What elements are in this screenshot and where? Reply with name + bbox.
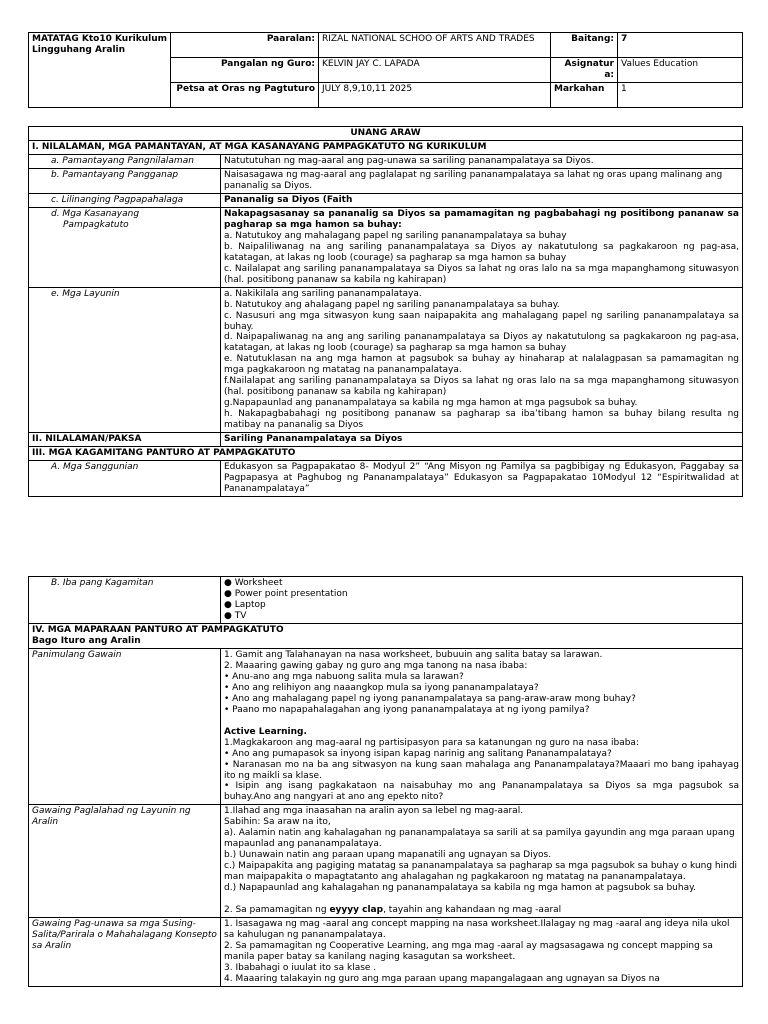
pagpapahalaga-value: Pananalig sa Diyos (Faith: [221, 193, 743, 207]
kagamitan-list: [221, 577, 743, 624]
panimula-content: [221, 648, 743, 805]
paaralan-value: RIZAL NATIONAL SCHOO OF ARTS AND TRADES: [319, 33, 551, 58]
layunin-item: g.Napapaunlad ang pananampalataya sa kabila ng mga hamon at mga pagsubok sa buhay.: [224, 398, 638, 409]
asignatura-label: Asignatur a:: [551, 58, 618, 83]
section-4-heading: [29, 623, 743, 648]
day-title: UNANG ARAW: [29, 127, 743, 141]
active-learning-title: Active Learning.: [224, 726, 307, 737]
layunin-item: e. Natutuklasan na ang mga hamon at pagsubok sa buhay ay hinaharap at nalalagpasan sa pamamagitan ng mga pagkakaroon ng matatag na pananampalataya.: [224, 354, 739, 376]
asignatura-value: Values Education: [618, 58, 743, 83]
panimula-label: Panimulang Gawain: [29, 648, 221, 805]
panimula-line: • Anu-ano ang mga nabuong salita mula sa larawan?: [224, 671, 464, 682]
pagunawa-label: Gawaing Pag-unawa sa mga Susing-Salita/Parirala o Mahahalagang Konsepto sa Aralin: [29, 918, 221, 987]
kasanayang-label-line: Pampagkatuto: [63, 219, 129, 230]
kasanayang-label: [29, 207, 221, 287]
pamantayang-pangganap-value: [221, 168, 743, 193]
markahan-label: Markahan: [551, 83, 618, 108]
guro-value: KELVIN JAY C. LAPADA: [319, 58, 551, 83]
active-line: • Isipin ang isang pagkakataon na naisabuhay mo ang Pananampalataya sa Diyos sa mga pagsubok sa buhay.Ano ang nangyari at ano ang epekto nito?: [224, 781, 739, 803]
bago-ituro-title: Bago Ituro ang Aralin: [32, 635, 141, 646]
baitang-label: Baitang:: [551, 33, 618, 58]
baitang-value: 7: [618, 33, 743, 58]
kasanayang-item: c. Nailalapat ang sariling pananampalataya sa Diyos sa lahat ng oras lalo na sa mga mapanghamong situwasyon (hal. positibong pananaw sa kabila ng kahirapan): [224, 263, 739, 285]
section-1-heading: I. NILALAMAN, MGA PAMANTAYAN, AT MGA KASANAYANG PAMPAGKATUTO NG KURIKULUM: [29, 140, 743, 154]
kagamitan-item: ● Power point presentation: [224, 588, 348, 599]
layunin-item: d. Naipapaliwanag na ang ang sariling pananampalataya sa Diyos ay nakatutulong sa pagkakaroon ng pag-asa, katatagan, at lakas ng loob (courage) sa pagharap sa mga hamon sa buhay: [224, 332, 739, 354]
paglalahad-label: Gawaing Paglalahad ng Layunin ng Aralin: [29, 805, 221, 918]
active-line: 1.Magkakaroon ang mag-aaral ng partisipasyon para sa katanungan ng guro na nasa ibaba:: [224, 737, 639, 748]
pangganap-line: Naisasagawa ng mag-aaral ang paglalapat ng sariling pananampalataya sa lahat ng oras upang malinang ang: [224, 169, 723, 180]
markahan-value: 1: [618, 83, 743, 108]
kagamitan-item: ● Laptop: [224, 599, 266, 610]
pamantayang-pangganap-label: b. Pamantayang Pangganap: [29, 168, 221, 193]
layunin-value: [221, 287, 743, 433]
guro-label: Pangalan ng Guro:: [171, 58, 319, 83]
pamantayang-pangnilalaman-value: Natututuhan ng mag-aaral ang pag-unawa sa sariling pananampalataya sa Diyos.: [221, 154, 743, 168]
petsa-value: JULY 8,9,10,11 2025: [319, 83, 551, 108]
kasanayang-title: Nakapagsasanay sa pananalig sa Diyos sa pamamagitan ng pagbabahagi ng positibong pananaw sa pagharap sa mga hamon sa buhay:: [224, 208, 739, 230]
active-line: • Ano ang pumapasok sa inyong isipan kapag narinig ang salitang Pananampalataya?: [224, 748, 612, 759]
layunin-item: b. Natutukoy ang ahalagang papel ng sariling pananampalataya sa buhay.: [224, 299, 560, 310]
paglalahad-line: b.) Uunawain natin ang paraan upang mapanatili ang ugnayan sa Diyos.: [224, 850, 552, 861]
section-3-heading: III. MGA KAGAMITANG PANTURO AT PAMPAGKATUTO: [29, 447, 743, 461]
pagpapahalaga-label: c. Lilinanging Pagpapahalaga: [29, 193, 221, 207]
pagunawa-line: 3. Ibabahagi o iuulat ito sa klase .: [224, 963, 377, 973]
spacer: [224, 716, 739, 727]
panimula-line: • Ano ang mahalagang papel ng iyong pananampalataya sa pang-araw-araw mong buhay?: [224, 693, 636, 704]
pagunawa-line: 2. Sa pamamagitan ng Cooperative Learning, ang mga mag -aaral ay magsasagawa ng concept mapping sa manila paper batay sa kanilang naging kasagutan sa worksheet.: [224, 941, 713, 963]
paglalahad-line: c.) Maipapakita ang pagiging matatag sa pananampalataya sa pagharap sa mga pagsubok sa buhay o kung hindi man maipapakita o mapagtatanto ang ahalagahan ng pagkakaroon ng matatag na pananampalataya.: [224, 861, 738, 883]
paglalahad-line: Sabihin: Sa araw na ito,: [224, 817, 331, 828]
layunin-label: e. Mga Layunin: [29, 287, 221, 433]
sanggunian-label: A. Mga Sanggunian: [29, 461, 221, 497]
pagunawa-line: 1. Isasagawa ng mag -aaral ang concept mapping na nasa worksheet.Ilalagay ng mag -aaral ang ideya nila ukol sa kahulugan ng pananampalataya.: [224, 919, 730, 941]
paaralan-label: Paaralan:: [171, 33, 319, 58]
pamantayang-pangnilalaman-label: a. Pamantayang Pangnilalaman: [29, 154, 221, 168]
layunin-item: f.Nailalapat ang sariling pananampalataya sa Diyos sa lahat ng oras lalo na sa mga mapanghamong situwasyon (hal. positibong pananaw sa kabila ng kahirapan): [224, 376, 739, 398]
kasanayang-item: b. Naipaliliwanag na ang sariling pananampalataya sa Diyos ay nakatutulong sa pagkakaroon ng pag-asa, katatagan, at lakas ng loob (courage) sa pagharap sa mga hamon sa buhay: [224, 241, 739, 263]
paglalahad-content: [221, 805, 743, 918]
kagamitan-label: B. Iba pang Kagamitan: [29, 577, 221, 624]
sanggunian-value: Edukasyon sa Pagpapakatao 8- Modyul 2” “Ang Misyon ng Pamilya sa pagbibigay ng Edukasyon, Paggabay sa Pagpapasya at Paghubog ng Pananampalataya” Edukasyon sa Pagpapakatao 10Modyul 12 “Espiritwalidad at Pananampalataya”: [221, 461, 743, 497]
petsa-label: Petsa at Oras ng Pagtuturo: [171, 83, 319, 108]
kagamitan-item: ● TV: [224, 610, 247, 621]
paglalahad-line: d.) Napapaunlad ang kahalagahan ng pananampalataya sa kabila ng mga hamon at pagsubok sa buhay.: [224, 883, 697, 894]
pagunawa-line: 4. Maaaring talakayin ng guro ang mga paraan upang mapangalagaan ang ugnayan sa Diyos na: [224, 973, 660, 984]
layunin-item: h. Nakapagbabahagi ng positibong pananaw sa pagharap sa iba’tibang hamon sa buhay bilang resulta ng matibay na pananalig sa Diyos: [224, 409, 739, 431]
pagunawa-content: [221, 918, 743, 987]
panimula-line: • Ano ang relihiyon ang naaangkop mula sa iyong pananampalataya?: [224, 682, 539, 693]
pangganap-line: pananalig sa Diyos.: [224, 180, 313, 191]
panimula-line: • Paano mo napapahalagahan ang iyong pananampalataya at ng iyong pamilya?: [224, 704, 590, 715]
kasanayang-label-line: d. Mga Kasanayang: [51, 208, 140, 219]
panimula-line: 1. Gamit ang Talahanayan na nasa worksheet, bubuuin ang salita batay sa larawan.: [224, 649, 603, 660]
paglalahad-line: a). Aalamin natin ang kahalagahan ng pananampalataya sa sarili at sa pamilya gayundin ang mga paraan upang mapaunlad ang pananampalataya.: [224, 828, 735, 850]
layunin-item: a. Nakikilala ang sariling pananampalataya.: [224, 288, 422, 299]
active-line: • Naranasan mo na ba ang sitwasyon na kung saan mahalaga ang Pananampalataya?Maaari mo bang ipahayag ito ng maikli sa klase.: [224, 759, 739, 781]
kagamitan-item: ● Worksheet: [224, 578, 283, 588]
paglalahad-line: 1.Ilahad ang mga inaasahan na aralin ayon sa lebel ng mag-aaral.: [224, 806, 524, 817]
form-title: MATATAG Kto10 Kurikulum Lingguhang Aralin: [29, 33, 171, 108]
spacer: [224, 894, 739, 905]
clap-line: [224, 905, 739, 916]
clap-bold: eyyyy clap: [329, 905, 384, 916]
kasanayang-value: [221, 207, 743, 287]
kasanayang-item: a. Natutukoy ang mahalagang papel ng sariling pananampalataya sa buhay: [224, 230, 567, 241]
layunin-item: c. Nasusuri ang mga sitwasyon kung saan naipapakita ang mahalagang papel ng sariling pananampalataya sa buhay.: [224, 310, 739, 332]
header-table: [28, 32, 743, 108]
clap-post: , tayahin ang kahandaan ng mag -aaral: [383, 905, 562, 916]
lesson-plan-table-1: [28, 126, 743, 497]
clap-pre: 2. Sa pamamagitan ng: [224, 905, 330, 916]
section-4-title: IV. MGA MAPARAAN PANTURO AT PAMPAGKATUTO: [32, 624, 284, 635]
nilalaman-label: II. NILALAMAN/PAKSA: [29, 433, 221, 447]
nilalaman-value: Sariling Pananampalataya sa Diyos: [221, 433, 743, 447]
lesson-plan-table-2: [28, 576, 743, 987]
panimula-line: 2. Maaaring gawing gabay ng guro ang mga tanong na nasa ibaba:: [224, 660, 528, 671]
